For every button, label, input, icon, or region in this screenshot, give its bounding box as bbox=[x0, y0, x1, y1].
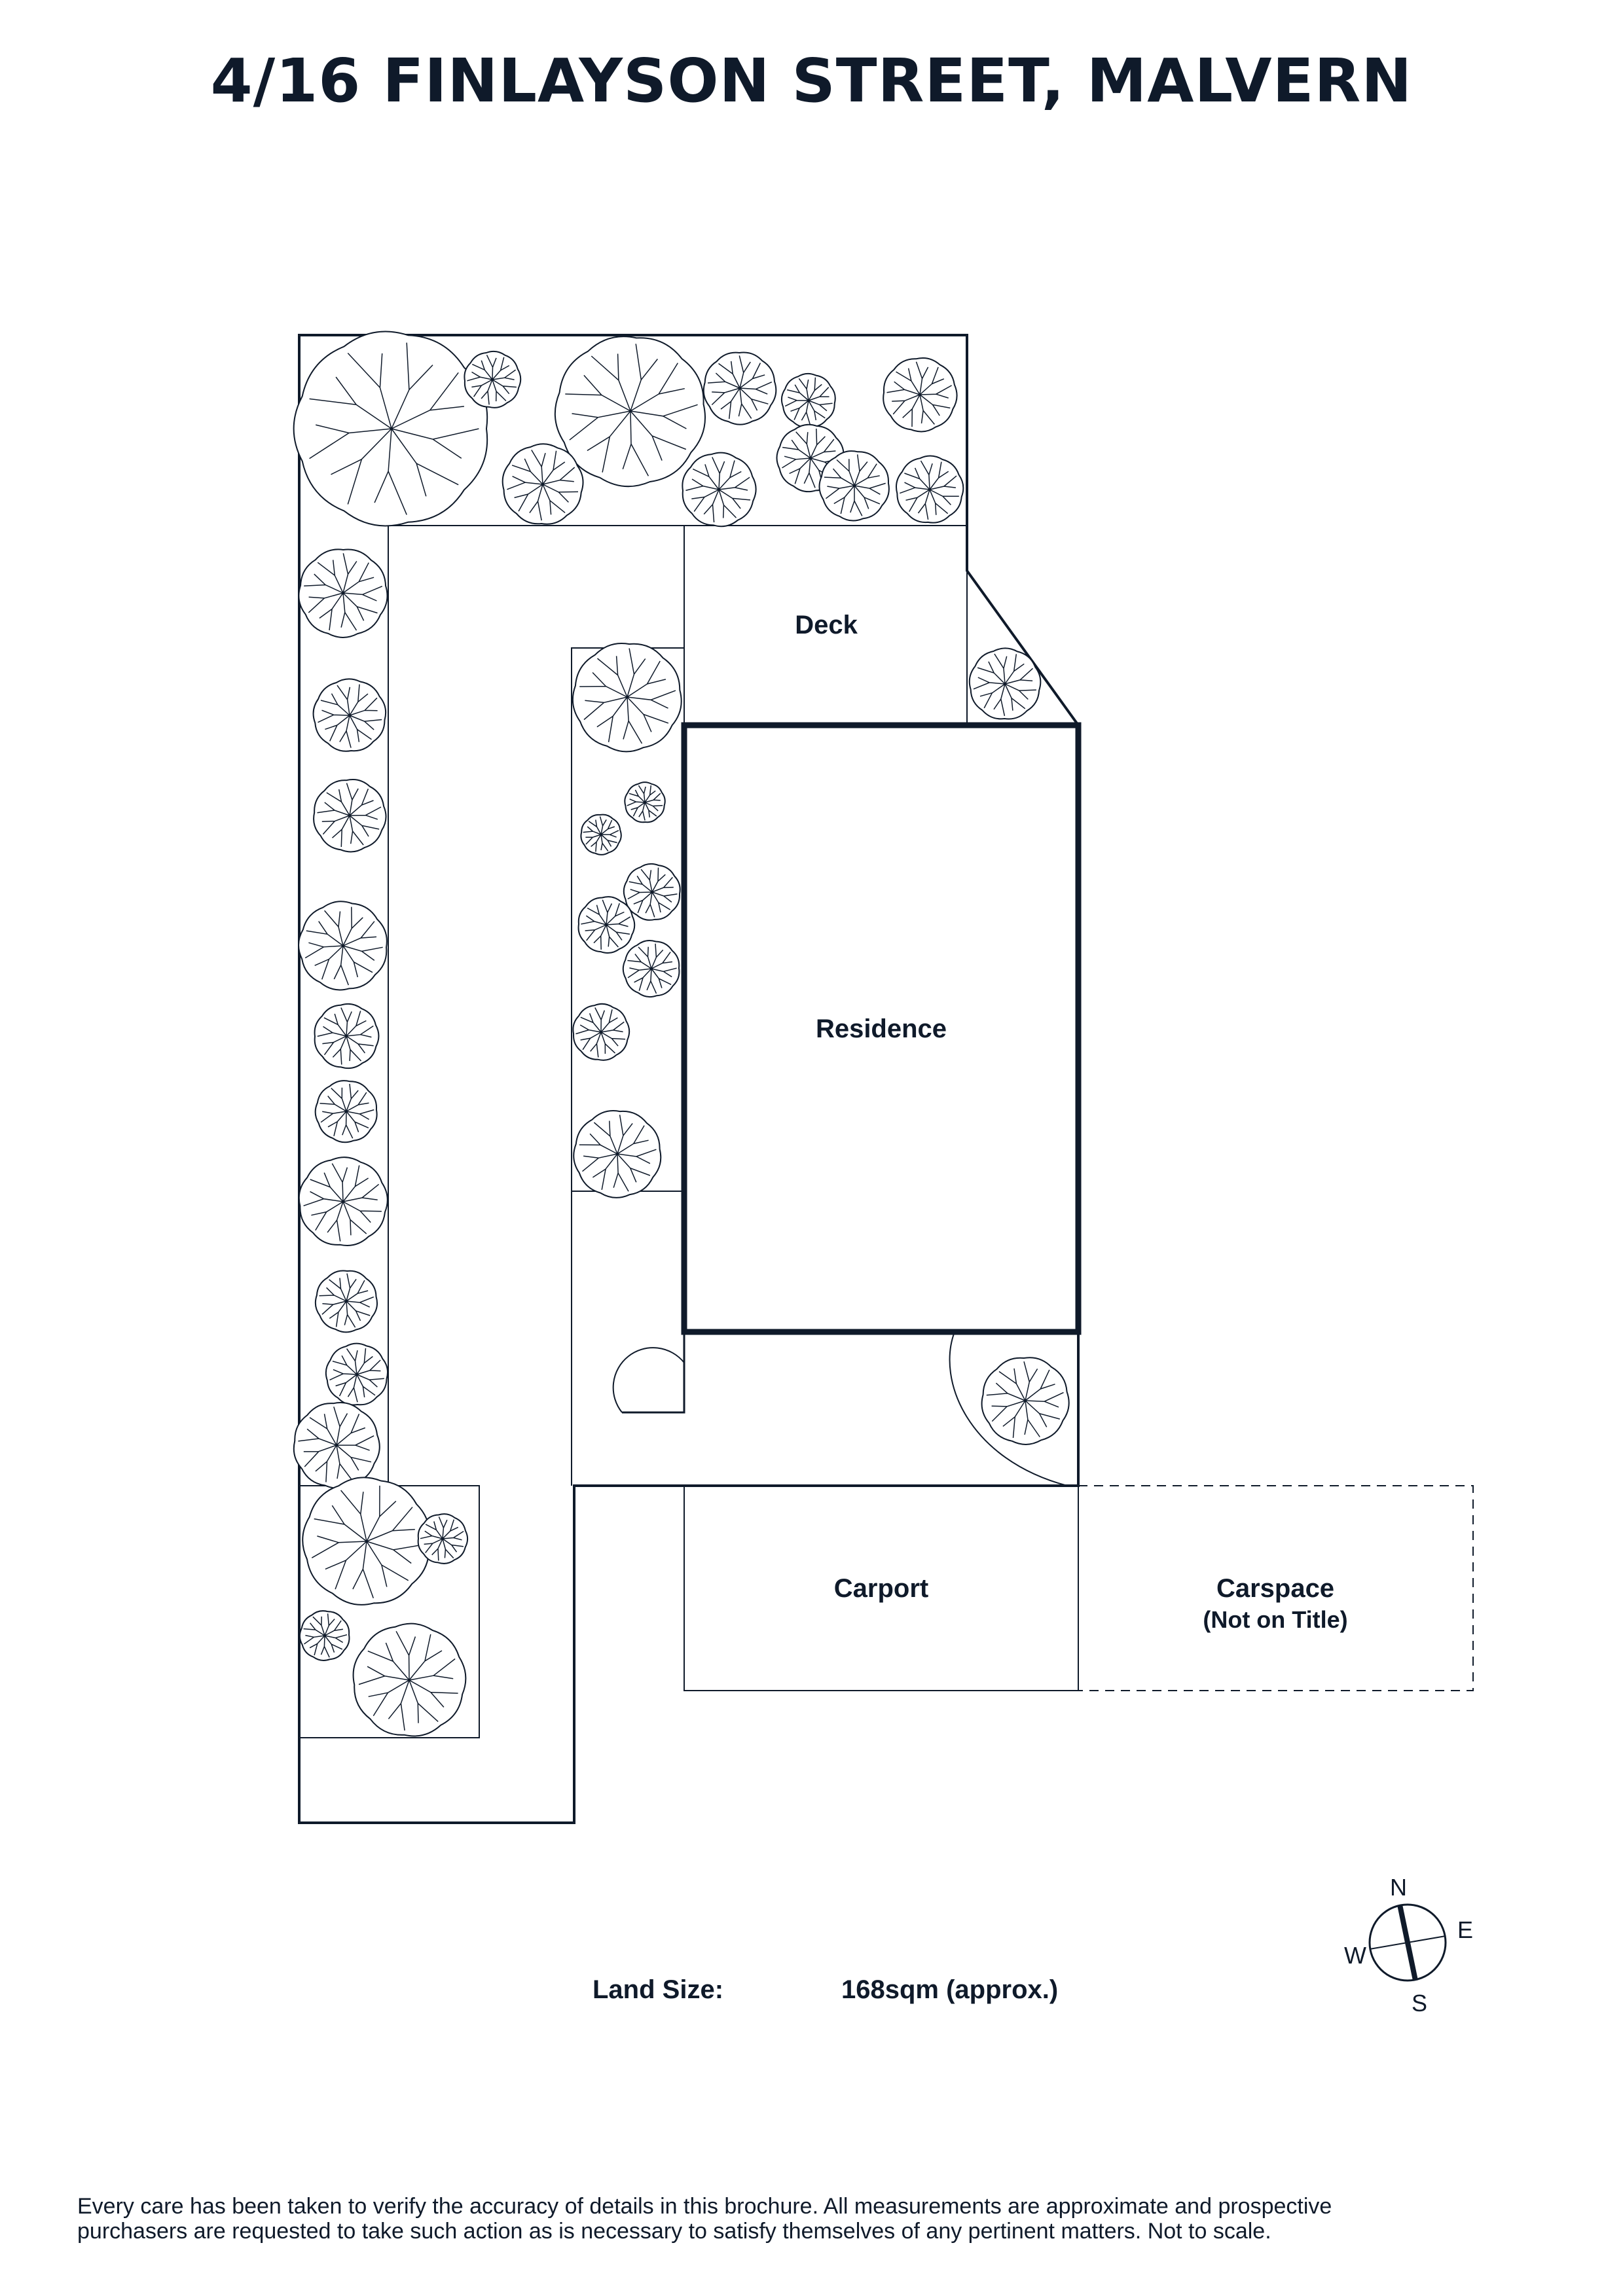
tree-icon bbox=[316, 1271, 377, 1333]
compass-east: E bbox=[1457, 1916, 1474, 1943]
tree-icon bbox=[982, 1357, 1069, 1444]
tree-icon bbox=[581, 815, 621, 855]
carspace-note: (Not on Title) bbox=[1203, 1606, 1348, 1633]
lot-boundary bbox=[299, 335, 1078, 1823]
tree-icon bbox=[573, 1004, 629, 1060]
deck-label: Deck bbox=[795, 611, 858, 639]
tree-icon bbox=[299, 549, 387, 637]
tree-icon bbox=[682, 453, 756, 527]
tree-icon bbox=[314, 780, 386, 852]
tree-icon bbox=[782, 374, 835, 427]
compass-north: N bbox=[1390, 1874, 1407, 1901]
page-title: 4/16 FINLAYSON STREET, MALVERN bbox=[210, 46, 1413, 116]
disclaimer-line-1: Every care has been taken to verify the accuracy of details in this brochure. All measurements are approximate and prospective bbox=[77, 2194, 1332, 2219]
tree-icon bbox=[883, 358, 957, 432]
carport-label: Carport bbox=[833, 1574, 929, 1603]
disclaimer bbox=[77, 2194, 1583, 2244]
tree-icon bbox=[354, 1624, 466, 1736]
tree-icon bbox=[315, 1004, 379, 1068]
tree-icon bbox=[574, 1111, 661, 1198]
tree-icon bbox=[299, 1157, 388, 1246]
side-garden-bed bbox=[572, 648, 684, 1486]
tree-icon bbox=[970, 648, 1041, 719]
tree-icon bbox=[555, 336, 705, 486]
tree-icon bbox=[294, 332, 488, 526]
tree-icon bbox=[464, 351, 520, 408]
land-size-label: Land Size: bbox=[593, 1975, 724, 2004]
entry-wall bbox=[622, 1332, 684, 1412]
land-size-value: 168sqm (approx.) bbox=[841, 1975, 1059, 2004]
compass bbox=[1344, 1874, 1473, 2017]
tree-icon bbox=[579, 897, 635, 953]
tree-icon bbox=[623, 941, 680, 997]
tree-icon bbox=[300, 1611, 350, 1660]
disclaimer-line-2: purchasers are requested to take such action as is necessary to satisfy themselves of any pertinent matters. Not to scale. bbox=[77, 2219, 1271, 2244]
tree-icon bbox=[819, 451, 888, 520]
compass-west: W bbox=[1344, 1942, 1366, 1969]
tree-icon bbox=[314, 679, 386, 751]
tree-icon bbox=[326, 1344, 388, 1405]
tree-icon bbox=[299, 901, 387, 990]
garden-border-inner bbox=[388, 526, 967, 1486]
entry-door-swing bbox=[613, 1348, 684, 1412]
residence-label: Residence bbox=[815, 1014, 947, 1043]
carspace-label: Carspace bbox=[1216, 1574, 1335, 1603]
tree-icon bbox=[302, 1477, 429, 1604]
tree-icon bbox=[704, 352, 776, 424]
tree-icon bbox=[573, 643, 682, 751]
compass-south: S bbox=[1411, 1990, 1428, 2017]
tree-icon bbox=[503, 444, 583, 524]
tree-icon bbox=[294, 1403, 380, 1488]
tree-icon bbox=[625, 782, 665, 822]
tree-icon bbox=[624, 864, 680, 920]
tree-icon bbox=[418, 1514, 467, 1564]
tree-icon bbox=[316, 1081, 377, 1142]
tree-icon bbox=[896, 456, 963, 523]
